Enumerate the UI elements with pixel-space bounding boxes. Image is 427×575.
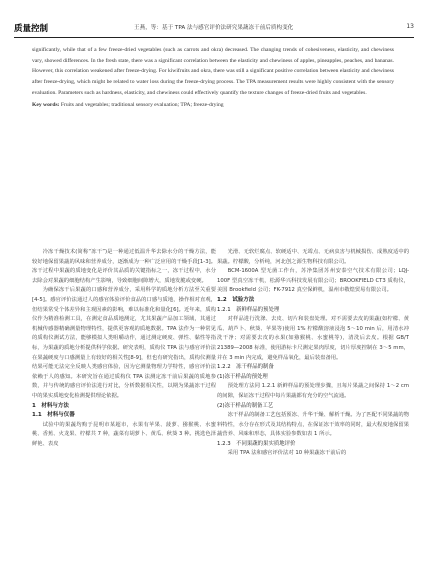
heading-materials-instruments: 1.1 材料与仪器 xyxy=(32,412,75,419)
equipment-paragraph: BCM-1600A 型无菌工作台，苏净集团苏州安泰空气技术有限公司；LQJ-100F 型真空冻干机，松源华兴科技发展有限公司；BROOKFIELD CT3 质构仪，美国 Brookfield 公司；FK-7912 真空保鲜机，温州市敬煌贸易有限公司。 xyxy=(217,268,409,294)
section-tag: 质量控制 xyxy=(14,24,49,34)
english-abstract xyxy=(32,45,394,110)
header-rule xyxy=(14,37,414,38)
heading-fresh-pretreatment: 1.2.1 新鲜样品的预处理 xyxy=(217,306,280,313)
materials-continued-paragraph: 光滑、无软烂腐点、软硬适中、无霉点、无病虫害与机械损伤、成熟度适中的果蔬。柠檬酸，分析纯，河北创之源生物科技有限公司。 xyxy=(217,249,409,265)
freeze-dried-pretreatment-paragraph: 预处理方法同 1.2.1 新鲜样品的预处理步骤，且每片果蔬之间保持 1～2 cm 的间隙，保证冻干过程中每片果蔬都有充分的空气流通。 xyxy=(217,383,409,399)
heading-freeze-dried-pretreatment: (1)冻干样品的预处理 xyxy=(217,373,268,380)
materials-paragraph: 试验中的果蔬均购于昆明市某超市，水果有苹果、菠萝、猕猴桃、水蜜桃、香蕉、火龙果、柠檬共 7 种，蔬菜有胡萝卜、黄瓜、秋葵 3 种。挑选色泽鲜艳、表皮 xyxy=(32,421,216,447)
pretreatment-paragraph: 对样品进行洗涤、去皮、切片和装盘处理。对不需要去皮的果蔬(如柠檬、黄瓜、葫芦卜、秋葵、苹果等)使用 1% 柠檬酸溶液浸泡 5～10 min 后，用清水冲洗干净；对需要去皮的水果(如猕猴桃、水蜜桃等)，清洗后去皮。根据 GB/T 21389—2008 标准，使用游标卡尺测定果肉厚度，切片厚度控制在 3～5 mm，并在 3 min 内完成，避免样品氧化，最后装盘备用。 xyxy=(217,316,409,361)
heading-materials-methods: 1 材料与方法 xyxy=(32,402,69,409)
heading-freeze-dried-process: (2)冻干样品的制备工艺 xyxy=(217,402,274,409)
texture-evaluation-paragraph: 采用 TPA 法和感官评价法对 10 种果蔬冻干前后的 xyxy=(227,450,347,457)
page-number: 13 xyxy=(406,23,414,30)
keywords-text: Fruits and vegetables; traditional sensory evaluation; TPA; freeze-drying xyxy=(59,101,224,108)
heading-test-method: 1.2 试验方法 xyxy=(217,296,255,303)
page-header xyxy=(14,22,414,36)
running-title: 王燕，等：基于 TPA 法与感官评价法研究果蔬冻干前后质构变化 xyxy=(134,25,294,31)
abstract-paragraph: significantly, while that of a few freeze-dried vegetables (such as carrots and okra) decreased. The changing trends of cohesiveness, elasticity, and chewiness vary, showed differences. In the fresh state, there was a significant correlation between the elasticity and chewiness of apples, pineapples, peaches, and bananas. However, this correlation weakened after freeze-drying. For kiwifruits and okra, there was still a significant positive correlation between elasticity and chewiness after freeze-drying, which might be related to water loss during the freeze-drying process. The TPA measurement results were highly consistent with the sensory evaluation. Parameters such as hardness, elasticity, and chewiness could effectively quantify the texture changes of freeze-dried fruits and vegetables. xyxy=(32,47,394,96)
intro-paragraph-1: 冷冻干燥技术(简称“冻干”)是一种通过低温升华去除水分的干燥方法，能较好地保留果蔬的风味和营养成分，逐渐成为一种广泛应用的干燥手段[1-3]。冻干过程中果蔬的质地变化是评价其品质的关键指标之一，冻干过程中，水分去除会对果蔬的细胞结构产生影响，导致细胞间隙增大，质地发脆或变硬。 xyxy=(32,249,216,284)
intro-paragraph-2: 为确保冻干后果蔬的口感和营养成分，采用科学的质地分析方法至关重要[4-5]。感官评价法通过人的感官体验评价食品的口感与质地，操作相对直观，但结果常受个体差异和主观因素的影响，难以标准化和量化[6]。近年来，质构仪作为精准检测工具，在测定食品质地测定，尤其果蔬产品加工领域，其通过机械传感器精确测量物理特性，提供更客观的质地数据。TPA 法作为一种常见的质构仪测试方法，能够模拟人类咀嚼动作，通过测定硬度、弹性、黏性等指标，为果蔬的质地分析提供科学依据。研究表明，质构仪 TPA 法与感官评价法在果蔬硬度与口感测量上有较好的相关性[8-9]，但也有研究指出，质构仪测量结果可能无法完全反映人类感官体验，因为它测量物理力学特性，感官评价法依赖于人的感知。本研究旨在通过质构仪 TPA 法测定冻干前后果蔬的质地参数，并与传统的感官评价法进行对比，分析数据相关性，以期为果蔬冻干过程中的果实质地变化检测提供理论依据。 xyxy=(32,287,216,399)
left-column xyxy=(32,248,216,449)
keywords-line xyxy=(32,100,394,111)
freeze-dried-process-paragraph: 冻干样品的制备工艺包括预冻、升华干燥、解析干燥。为了匹配不同果蔬的物料特性，水分存在形式及其结构特点，在保证冻干效率的同时，最大程度地保留果蔬营养、风味和形态，具体实验参数如表 1 所示。 xyxy=(217,412,409,438)
keywords-label: Key words: xyxy=(32,101,60,108)
heading-freeze-dried-preparation: 1.2.2 冻干样品的制备 xyxy=(217,364,274,371)
right-column xyxy=(217,248,409,459)
heading-texture-evaluation: 1.2.3 不同果蔬的果实质地评价 xyxy=(217,440,296,447)
